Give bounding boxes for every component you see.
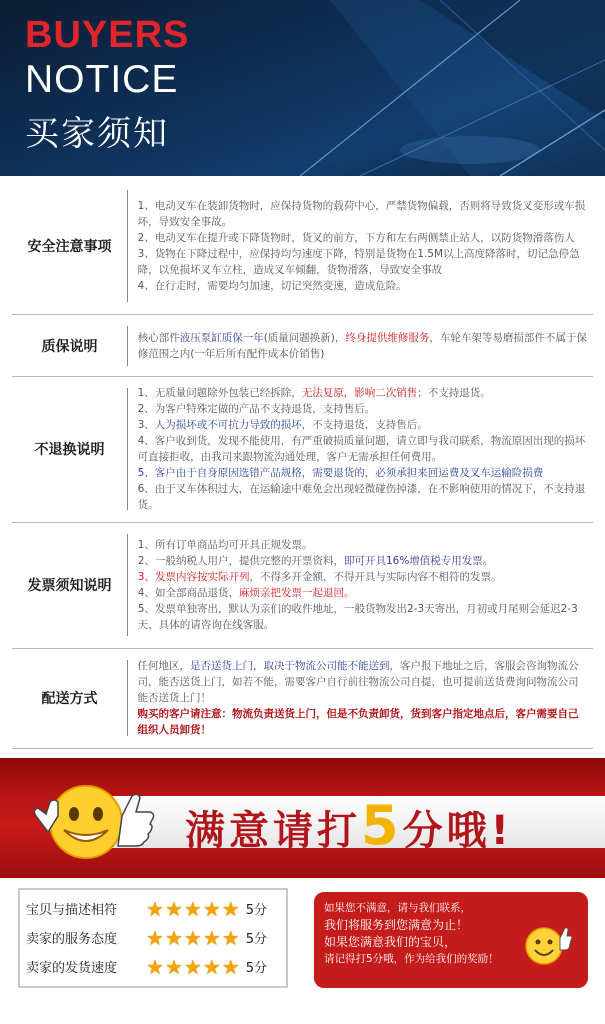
warranty-text xyxy=(138,330,587,362)
header-title-chinese: 买家须知 xyxy=(25,114,169,154)
no-return-line-3 xyxy=(138,417,587,433)
star-icon: ★ xyxy=(146,954,164,979)
section-label-delivery: 配送方式 xyxy=(41,691,98,707)
header-title-buyers: BUYERS xyxy=(25,14,190,56)
text: 4、如全部商品退货， xyxy=(137,587,239,599)
section-body-delivery xyxy=(137,658,593,738)
section-separator xyxy=(12,376,593,377)
text: 3、发票内容按实际开列 xyxy=(137,571,250,583)
warranty-lifetime-service: 终身提供维修服务 xyxy=(345,332,430,344)
invoice-line-1: 1、所有订单商品均可开具正规发票。 xyxy=(137,539,313,551)
divider xyxy=(127,534,128,636)
note-line-4: 请记得打5分哦，作为给我们的奖励！ xyxy=(324,953,499,965)
warranty-text-c: (质量问题换新)， xyxy=(263,332,346,344)
rating-value: 5分 xyxy=(245,932,267,947)
no-return-line-2: 2、为客户特殊定做的产品不支持退货，支持售后。 xyxy=(137,403,376,415)
invoice-line-3 xyxy=(138,569,587,585)
section-body-no-return xyxy=(138,385,593,513)
section-delivery xyxy=(12,654,593,742)
rating-row xyxy=(26,923,280,952)
section-body-safety xyxy=(138,198,593,294)
delivery-line-1 xyxy=(137,658,587,706)
section-separator xyxy=(12,648,593,649)
star-icon: ★ xyxy=(221,896,240,921)
star-icon: ★ xyxy=(164,925,183,950)
text: ；不支持退货。 xyxy=(417,387,491,399)
safety-line-4: 4、在行走时，需要均匀加速，切记突然变速，造成危险。 xyxy=(137,280,407,292)
text: 是否送货上门，取决于物流公司能不能送到 xyxy=(189,660,390,672)
warranty-text-a: 核心部件 xyxy=(137,332,180,344)
section-label-warranty: 质保说明 xyxy=(41,339,98,355)
rating-box xyxy=(18,888,288,988)
rating-row xyxy=(26,894,280,923)
text: 人为损坏或不可抗力导致的损坏 xyxy=(154,419,302,431)
text: ，不支持退货，支持售后。 xyxy=(301,419,428,431)
rating-label: 卖家的发货速度 xyxy=(26,961,118,976)
slogan-five: 5 xyxy=(361,794,403,857)
safety-line-1: 1、电动叉车在装卸货物时，应保持货物的载荷中心，严禁货物偏载，否则将导致货叉变形或车损坏，导致安全事故。 xyxy=(137,200,586,228)
delivery-line-2 xyxy=(137,706,587,738)
no-return-line-4: 4、客户收到货，发现不能使用，有严重破损质量问题，请立即与我司联系，物流原因出现的损坏可直接拒收，由我司来跟物流沟通处理，客户无需承担任何费用。 xyxy=(137,435,586,463)
smiley-icon xyxy=(520,920,572,972)
star-icon: ★ xyxy=(221,925,240,950)
section-separator xyxy=(12,748,593,749)
text: 无法复原，影响二次销售 xyxy=(301,387,418,399)
text: ，客户报下地址之后，客服会咨询物流公司，能否送货上门，如若不能，需要客户自行前往物流公司自提，也可提前送货费询问物流公司能否送货上门！ xyxy=(137,660,579,704)
text: 即可开具16%增值税专用发票。 xyxy=(343,555,494,567)
note-line-2: 我们将服务到您满意为止！ xyxy=(324,918,469,932)
rating-stars xyxy=(146,925,240,950)
rating-stars xyxy=(146,896,240,921)
rating-label: 宝贝与描述相符 xyxy=(26,903,118,918)
section-label-invoice: 发票须知说明 xyxy=(27,578,112,594)
no-return-line-5: 5、客户由于自身原因选错产品规格，需要退货的，必须承担来回运费及叉车运输险损费 xyxy=(137,467,544,479)
divider xyxy=(127,190,128,302)
text: 任何地区， xyxy=(137,660,190,672)
star-icon: ★ xyxy=(202,896,221,921)
star-icon: ★ xyxy=(164,954,183,979)
note-line-3: 如果您满意我们的宝贝， xyxy=(324,935,457,949)
star-icon: ★ xyxy=(183,925,202,950)
star-icon: ★ xyxy=(146,896,164,921)
slogan-text: 满意请打 xyxy=(185,808,361,854)
text: 1、无质量问题除外包装已经拆除， xyxy=(137,387,302,399)
invoice-line-2 xyxy=(138,553,587,569)
invoice-line-5: 5、发票单独寄出，默认为亲们的收件地址，一般货物发出2-3天寄出，月初或月尾则会延迟2-3天，具体的请咨询在线客服。 xyxy=(137,603,578,631)
rating-row xyxy=(26,952,280,981)
text: 2、一般纳税人用户，提供完整的开票资料， xyxy=(137,555,344,567)
note-line-1: 如果您不满意，请与我们联系， xyxy=(324,902,471,914)
safety-line-2: 2、电动叉车在提升或下降货物时，货叉的前方，下方和左右两侧禁止站人，以防货物滑落伤人 xyxy=(137,232,575,244)
text: 3、 xyxy=(137,419,155,431)
header-title-notice: NOTICE xyxy=(25,58,179,101)
star-icon: ★ xyxy=(183,954,202,979)
rating-request-banner xyxy=(0,758,605,878)
divider xyxy=(127,388,128,510)
no-return-line-1 xyxy=(138,385,587,401)
section-invoice xyxy=(12,528,593,642)
safety-line-3: 3、货物在下降过程中，应保持均匀速度下降，特别是货物在1.5M以上高度降落时，切记急停急降，以免损坏叉车立柱，造成叉车倾翻，货物滑落，导致安全事故 xyxy=(137,248,580,276)
star-icon: ★ xyxy=(146,925,164,950)
section-label-no-return: 不退换说明 xyxy=(34,442,105,458)
warranty-text-e: ，车轮车架等易磨损部件不属于保修范围之内(一年后所有配件成本价销售) xyxy=(137,332,587,360)
star-icon: ★ xyxy=(202,925,221,950)
section-body-invoice xyxy=(138,537,593,633)
rating-value: 5分 xyxy=(245,903,267,918)
text: 麻烦亲把发票一起退回。 xyxy=(238,587,355,599)
rating-value: 5分 xyxy=(245,961,267,976)
star-icon: ★ xyxy=(221,954,240,979)
slogan-text: 分哦! xyxy=(402,808,513,854)
no-return-line-6: 6、由于叉车体积过大，在运输途中难免会出现轻微碰伤掉漆，在不影响使用的情况下，不支持退货。 xyxy=(137,483,586,511)
star-icon: ★ xyxy=(164,896,183,921)
text: ，不得多开金额，不得开具与实际内容不相符的发票。 xyxy=(249,571,502,583)
text: 物流负责送货上门，但是不负责卸货，货到客户指定地点后，客户需要自己组织人员卸货！ xyxy=(137,708,579,736)
rating-label: 卖家的服务态度 xyxy=(26,932,118,947)
banner-slogan xyxy=(185,794,513,857)
text: 购买的客户请注意： xyxy=(137,708,232,720)
invoice-line-4 xyxy=(138,585,587,601)
section-label-safety: 安全注意事项 xyxy=(27,239,112,255)
section-no-return xyxy=(12,382,593,516)
section-warranty xyxy=(12,320,593,372)
divider xyxy=(127,326,128,366)
section-safety xyxy=(12,184,593,308)
star-icon: ★ xyxy=(202,954,221,979)
section-separator xyxy=(12,522,593,523)
warranty-core-parts: 液压泵缸质保一年 xyxy=(179,332,264,344)
buyers-notice-header xyxy=(0,0,605,176)
section-body-warranty xyxy=(138,330,593,362)
section-separator xyxy=(12,314,593,315)
rating-stars xyxy=(146,954,240,979)
thumbs-up-smiley-icon xyxy=(20,772,160,868)
star-icon: ★ xyxy=(183,896,202,921)
